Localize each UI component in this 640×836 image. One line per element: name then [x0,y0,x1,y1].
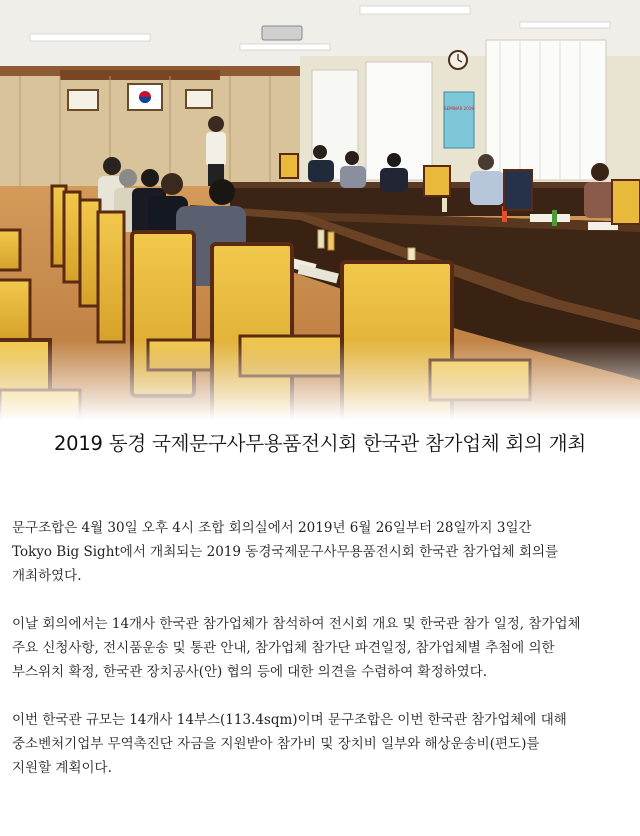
text-line: 개최하였다. [12,568,82,584]
seminar-banner [444,92,474,148]
text-line: 지원할 계획이다. [12,760,112,776]
bottle [318,230,324,248]
wall-frame-left [68,90,98,110]
presenter [206,116,226,186]
text-line: 문구조합은 4월 30일 오후 4시 조합 회의실에서 2019년 6월 26일부터 28일까지 3일간 [12,520,532,536]
article-title: 2019 동경 국제문구사무용품전시회 한국관 참가업체 회의 개최 [53,432,587,455]
article-body [12,516,632,804]
bottle [552,210,557,226]
projector [262,26,302,40]
text-line: 부스위치 확정, 한국관 장치공사(안) 협의 등에 대한 의견을 수렴하여 확정하였다. [12,664,488,680]
window-3 [486,40,606,180]
paragraph-3 [12,708,632,780]
paragraph-2 [12,612,632,684]
text-line: 이날 회의에서는 14개사 한국관 참가업체가 참석하여 전시회 개요 및 한국관 참가 일정, 참가업체 [12,616,581,632]
paragraph-1 [12,516,632,588]
text-line: 중소벤처기업부 무역촉진단 자금을 지원받아 참가비 및 장치비 일부와 해상운송비(편도)를 [12,736,540,752]
wall-frame-right [186,90,212,108]
text-line: 이번 한국관 규모는 14개사 14부스(113.4sqm)이며 문구조합은 이번 한국관 참가업체에 대해 [12,712,567,728]
text-line: Tokyo Big Sight에서 개최되는 2019 동경국제문구사무용품전시회 한국관 참가업체 회의를 [12,544,559,560]
bottle [442,198,447,212]
banner-text: SEMINAR 2019 [444,106,474,111]
text-line: 주요 신청사항, 전시품운송 및 통관 안내, 참가업체 참가단 파견일정, 참가업체별 추첨에 의한 [12,640,555,656]
bottle [328,232,334,250]
